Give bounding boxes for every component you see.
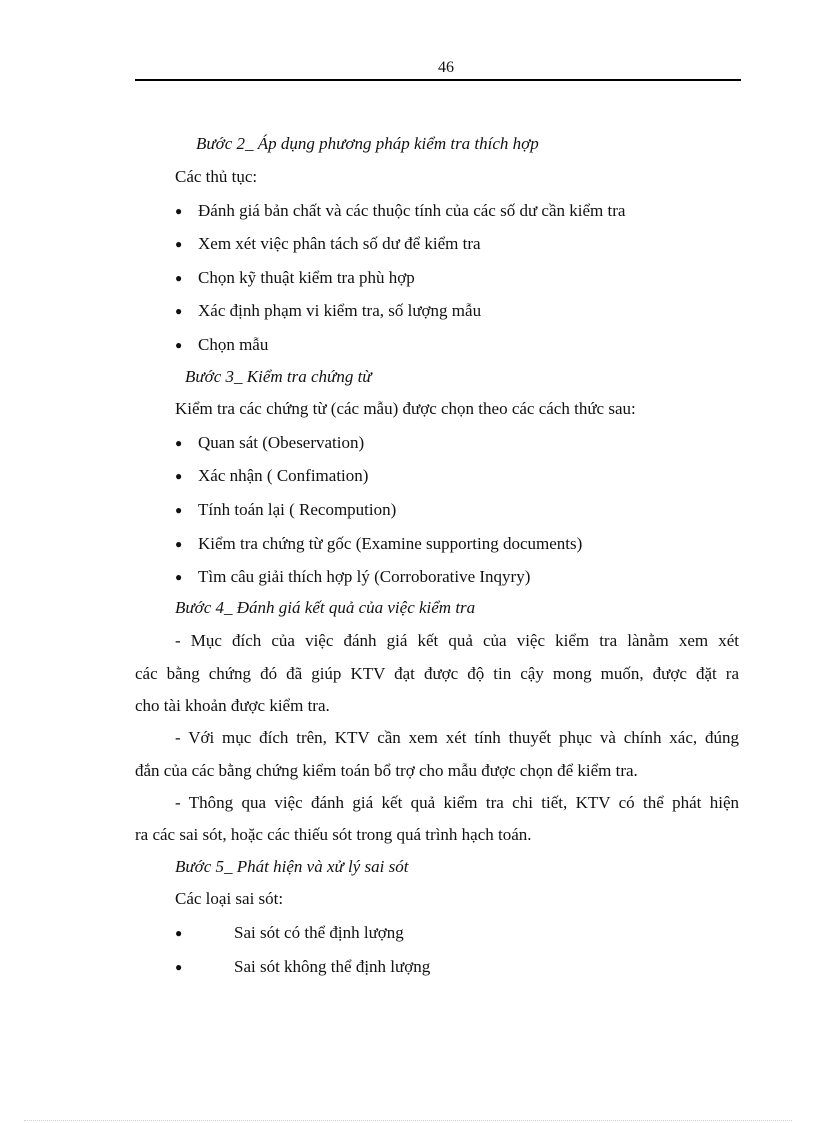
bullet-dot: ● bbox=[175, 926, 183, 940]
step3-item: Kiểm tra chứng từ gốc (Examine supporting documents) bbox=[198, 534, 583, 553]
bullet-dot: ● bbox=[175, 503, 183, 517]
step3-item: Tính toán lại ( Recompution) bbox=[198, 500, 397, 519]
bullet-dot: ● bbox=[175, 469, 183, 483]
bullet-dot: ● bbox=[175, 237, 183, 251]
step5-item: Sai sót không thể định lượng bbox=[234, 957, 431, 976]
step4-heading: Bước 4_ Đánh giá kết quả của việc kiểm tra bbox=[175, 598, 476, 617]
step2-item: Xác định phạm vi kiểm tra, số lượng mẫu bbox=[198, 301, 482, 320]
step3-heading: Bước 3_ Kiểm tra chứng từ bbox=[185, 367, 372, 386]
step5-intro: Các loại sai sót: bbox=[175, 889, 284, 908]
bullet-dot: ● bbox=[175, 338, 183, 352]
header-rule bbox=[135, 79, 741, 81]
step2-item: Xem xét việc phân tách số dư để kiểm tra bbox=[198, 234, 481, 253]
bullet-dot: ● bbox=[175, 304, 183, 318]
step4-paragraph-line: - Thông qua việc đánh giá kết quả kiểm tra chi tiết, KTV có thể phát hiện bbox=[175, 793, 739, 812]
bullet-dot: ● bbox=[175, 537, 183, 551]
bullet-dot: ● bbox=[175, 570, 183, 584]
bullet-dot: ● bbox=[175, 436, 183, 450]
step4-paragraph-line: đắn của các bằng chứng kiểm toán bổ trợ cho mẫu được chọn để kiểm tra. bbox=[135, 761, 638, 780]
step3-item: Xác nhận ( Confimation) bbox=[198, 466, 369, 485]
step2-heading: Bước 2_ Áp dụng phương pháp kiểm tra thích hợp bbox=[196, 134, 539, 153]
step2-item: Chọn mẫu bbox=[198, 335, 269, 354]
step3-item: Tìm câu giải thích hợp lý (Corroborative Inqyry) bbox=[198, 567, 531, 586]
step2-item: Đánh giá bản chất và các thuộc tính của các số dư cần kiểm tra bbox=[198, 201, 626, 220]
page-bottom-border bbox=[24, 1120, 792, 1121]
step4-paragraph-line: cho tài khoản được kiểm tra. bbox=[135, 696, 330, 715]
step2-intro: Các thủ tục: bbox=[175, 167, 258, 186]
step4-paragraph-line: - Với mục đích trên, KTV cần xem xét tính thuyết phục và chính xác, đúng bbox=[175, 728, 739, 747]
step4-paragraph-line: các bằng chứng đó đã giúp KTV đạt được độ tin cậy mong muốn, được đặt ra bbox=[135, 664, 739, 683]
step4-paragraph-line: ra các sai sót, hoặc các thiếu sót trong quá trình hạch toán. bbox=[135, 825, 532, 844]
page-number: 46 bbox=[438, 59, 454, 76]
bullet-dot: ● bbox=[175, 960, 183, 974]
bullet-dot: ● bbox=[175, 204, 183, 218]
step5-heading: Bước 5_ Phát hiện và xử lý sai sót bbox=[175, 857, 409, 876]
step5-item: Sai sót có thể định lượng bbox=[234, 923, 404, 942]
step3-intro: Kiểm tra các chứng từ (các mẫu) được chọn theo các cách thức sau: bbox=[175, 399, 636, 418]
bullet-dot: ● bbox=[175, 271, 183, 285]
step3-item: Quan sát (Obeservation) bbox=[198, 433, 365, 452]
step4-paragraph-line: - Mục đích của việc đánh giá kết quả của việc kiểm tra lànằm xem xét bbox=[175, 631, 739, 650]
step2-item: Chọn kỹ thuật kiểm tra phù hợp bbox=[198, 268, 415, 287]
